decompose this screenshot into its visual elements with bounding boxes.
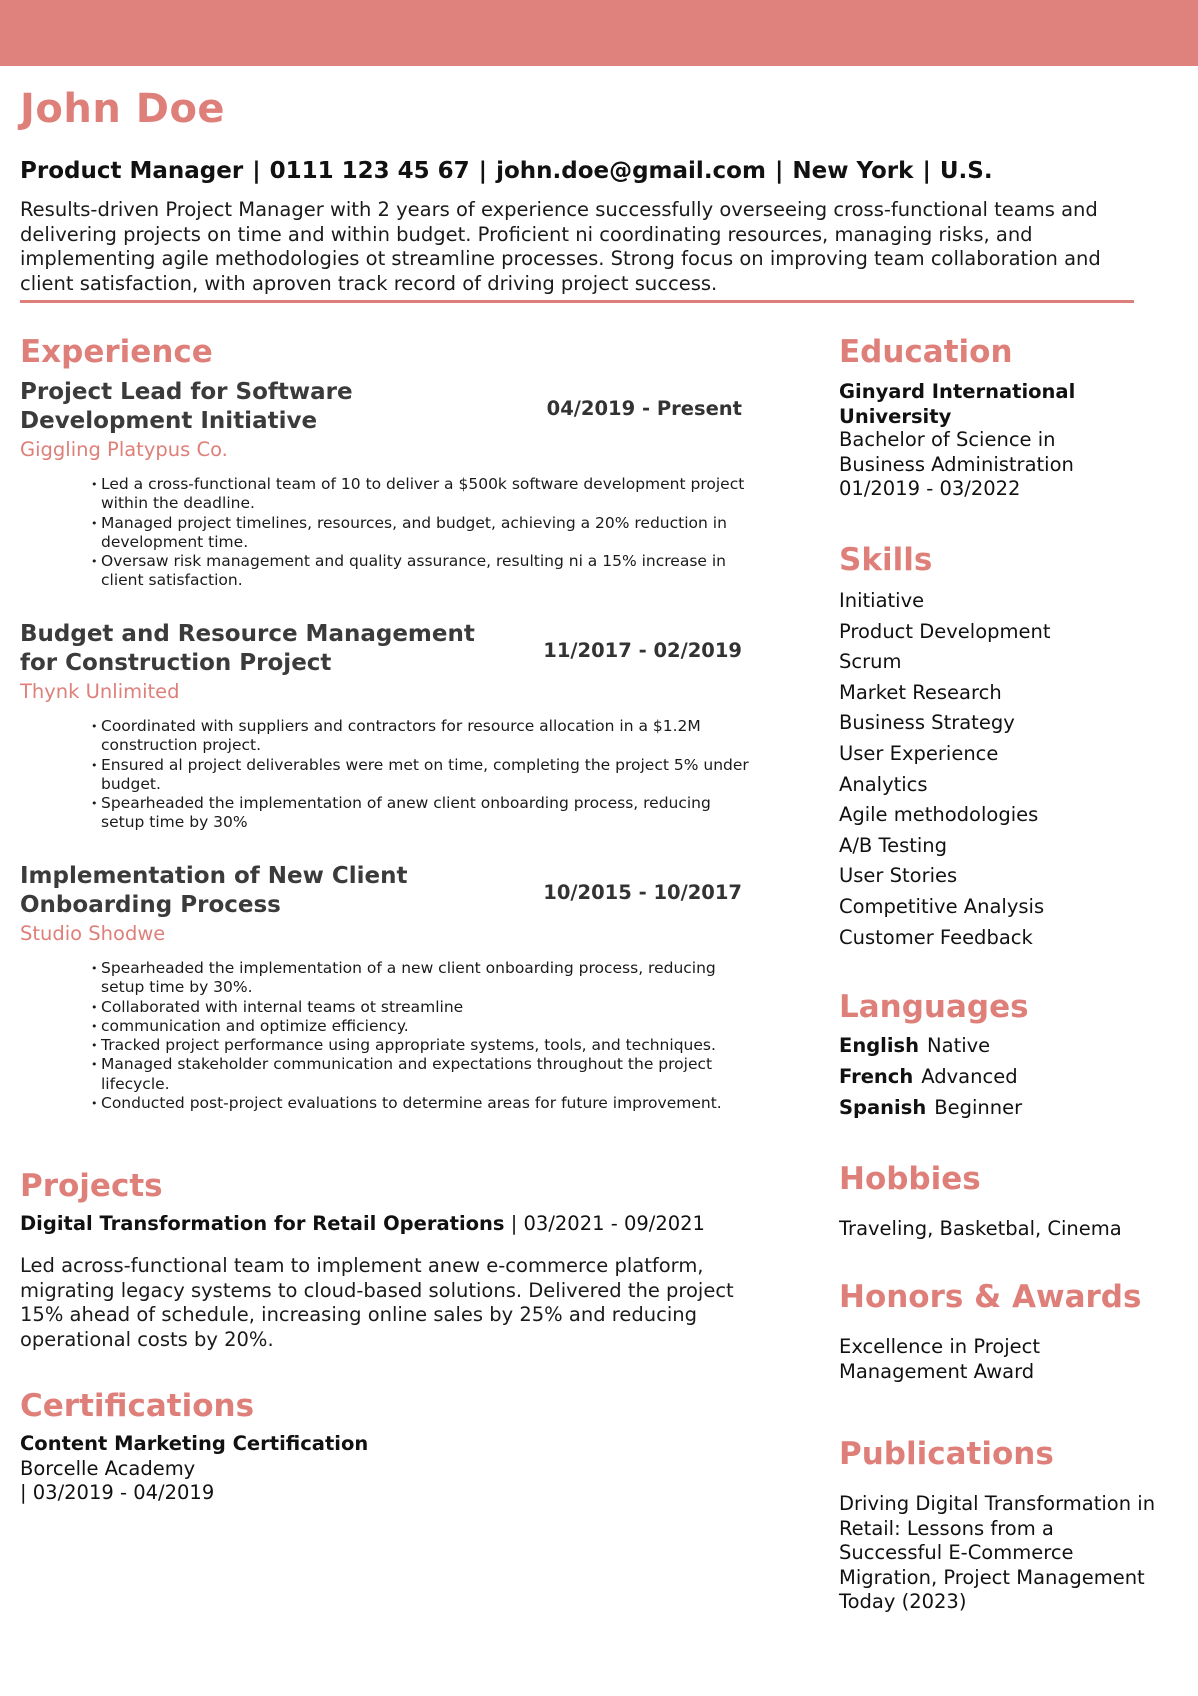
skill-item: Initiative [839,589,925,612]
education-school: Ginyard International University [839,380,1076,428]
experience-job-title: Project Lead for Software Development Initiative [20,379,353,434]
language-name: English [839,1034,920,1057]
project-dates: | 03/2021 - 09/2021 [510,1212,705,1235]
hobbies-text: Traveling, Basketbal, Cinema [839,1217,1122,1240]
experience-job-title: Budget and Resource Management for Construction Project [20,621,475,676]
phone: 0111 123 45 67 [269,158,470,184]
language-level: Advanced [921,1065,1018,1088]
certification-name: Content Marketing Certification [20,1432,369,1455]
skill-item: Competitive Analysis [839,894,1045,918]
hobbies-heading: Hobbies [839,1161,981,1197]
profile-summary: Results-driven Project Manager with 2 years of experience successfully overseeing cross-functional teams and delivering projects on time and within budget. Proficient ni coordinating resources, managing risks, and implementing agile methodologies ot streamline processes. Strong focus on improving team collaboration and client satisfaction, with aproven track record of driving project success. [20,198,1101,295]
education-heading: Education [839,334,1013,370]
skill-item: Agile methodologies [839,803,1039,827]
language-row [839,1096,1022,1119]
publications-text: Driving Digital Transformation in Retail: Lessons from a Successful E-Commerce Migration, Project Management Today (2023) [839,1492,1156,1613]
education-degree: Bachelor of Science in Business Administration [839,428,1074,476]
city: New York [792,158,914,184]
language-level: Beginner [934,1096,1023,1119]
list-item: • Coordinated with suppliers and contractors for resource allocation in a $1.2M construction project. [92,717,752,756]
experience-bullets [92,717,752,833]
awards-text: Excellence in Project Management Award [839,1335,1041,1383]
header-banner [0,0,1198,66]
skill-item: Product Development [839,619,1051,643]
list-item: • Collaborated with internal teams ot streamline [92,998,752,1017]
email[interactable]: john.doe@gmail.com [496,158,766,184]
publications-heading: Publications [839,1436,1054,1472]
separator: | [922,158,931,184]
skill-item: Business Strategy [839,711,1015,735]
certification-dates: | 03/2019 - 04/2019 [20,1481,215,1504]
job-title: Product Manager [20,158,244,184]
list-item: • Led a cross-functional team of 10 to deliver a $500k software development project within the deadline. [92,475,752,514]
experience-company: Giggling Platypus Co. [20,438,228,461]
experience-bullets [92,475,752,591]
language-level: Native [927,1034,991,1057]
experience-job-title: Implementation of New Client Onboarding Process [20,863,408,918]
languages-heading: Languages [839,989,1029,1025]
list-item: • Oversaw risk management and quality assurance, resulting ni a 15% increase in client satisfaction. [92,552,752,591]
skills-list [839,586,1051,953]
list-item: • Spearheaded the implementation of a new client onboarding process, reducing setup time by 30%. [92,959,752,998]
education-dates: 01/2019 - 03/2022 [839,477,1021,500]
language-name: French [839,1065,914,1088]
projects-heading: Projects [20,1168,163,1204]
skill-item: A/B Testing [839,833,948,857]
certification-issuer: Borcelle Academy [20,1457,196,1480]
experience-company: Thynk Unlimited [20,680,180,703]
separator: | [478,158,488,184]
certifications-heading: Certifications [20,1388,255,1424]
experience-bullets [92,959,752,1113]
list-item: • Managed project timelines, resources, and budget, achieving a 20% reduction in development time. [92,514,752,553]
language-name: Spanish [839,1096,927,1119]
separator: | [774,158,784,184]
skill-item: Scrum [839,650,902,674]
experience-job-dates: 04/2019 - Present [546,397,742,420]
list-item: • communication and optimize efficiency. [92,1017,752,1036]
experience-company: Studio Shodwe [20,922,166,945]
contact-line [20,158,993,184]
list-item: • Managed stakeholder communication and expectations throughout the project lifecycle. [92,1055,752,1094]
skill-item: User Stories [839,864,958,888]
awards-heading: Honors & Awards [839,1279,1142,1315]
language-row [839,1065,1018,1088]
experience-job-dates: 11/2017 - 02/2019 [543,639,742,662]
skill-item: Customer Feedback [839,925,1033,949]
list-item: • Ensured al project deliverables were met on time, completing the project 5% under budget. [92,756,752,795]
skill-item: Analytics [839,772,928,796]
project-description: Led across-functional team to implement anew e-commerce platform, migrating legacy systems to cloud-based solutions. Delivered the project 15% ahead of schedule, increasing online sales by 25% and reducing operational costs by 20%. [20,1254,734,1351]
language-row [839,1034,990,1057]
list-item: • Tracked project performance using appropriate systems, tools, and techniques. [92,1036,752,1055]
skill-item: Market Research [839,680,1002,704]
candidate-name: John Doe [20,86,226,132]
skill-item: User Experience [839,741,999,765]
experience-job-dates: 10/2015 - 10/2017 [543,881,742,904]
list-item: • Spearheaded the implementation of anew client onboarding process, reducing setup time by 30% [92,794,752,833]
divider [20,300,1134,303]
project-name: Digital Transformation for Retail Operations [20,1212,505,1235]
country: U.S. [939,158,993,184]
separator: | [252,158,261,184]
experience-heading: Experience [20,334,213,370]
project-header [20,1212,705,1235]
list-item: • Conducted post-project evaluations to determine areas for future improvement. [92,1094,752,1113]
skills-heading: Skills [839,542,933,578]
